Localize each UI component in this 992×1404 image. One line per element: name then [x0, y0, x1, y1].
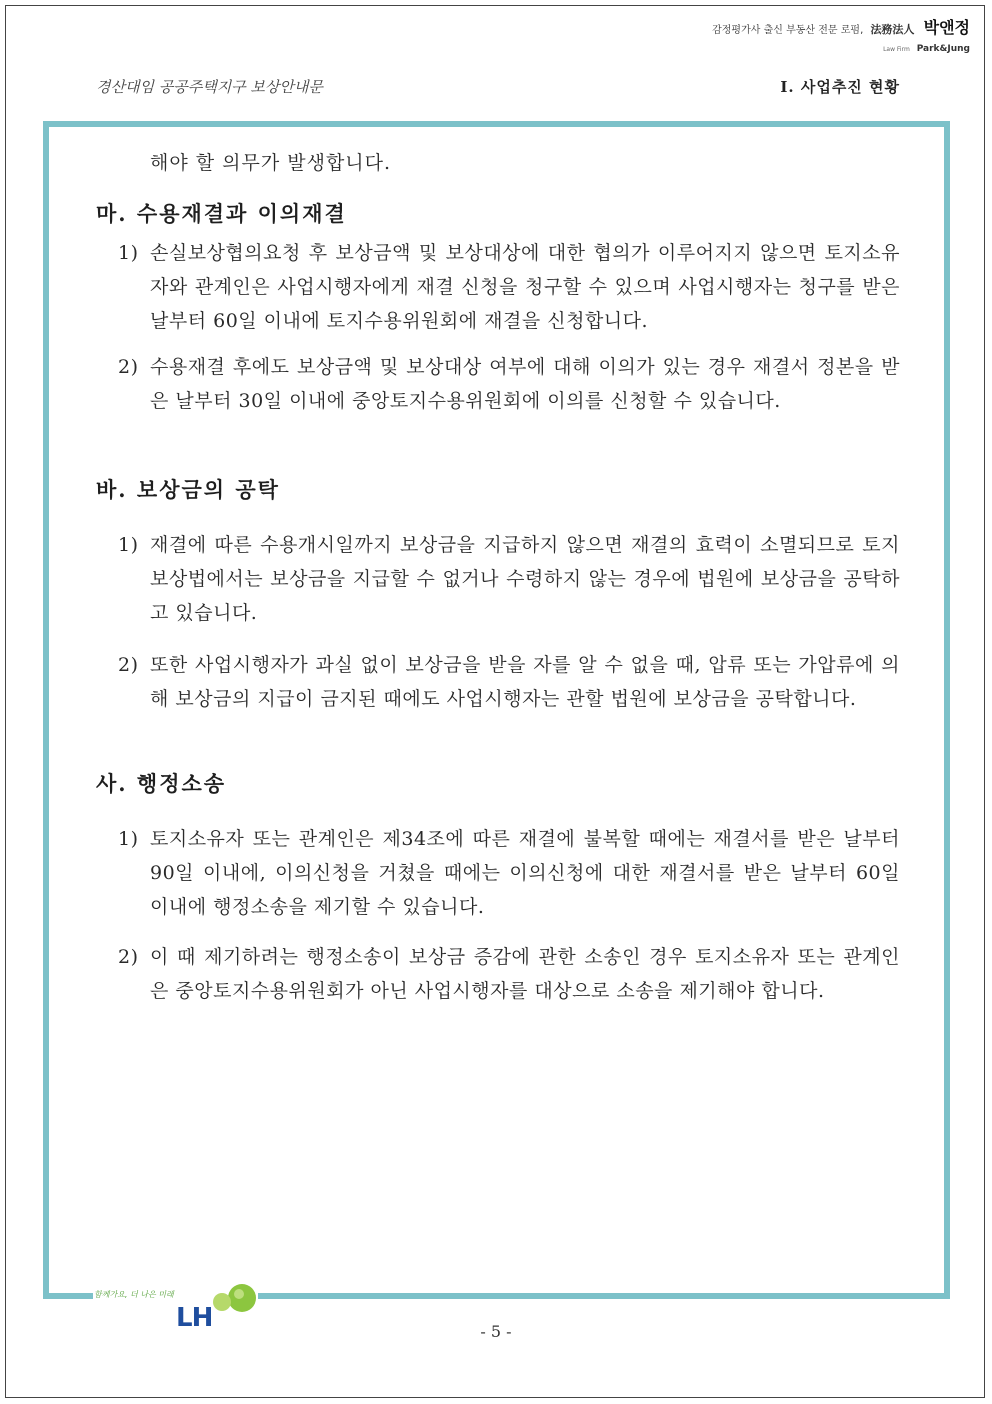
- list-item: [118, 822, 900, 924]
- item-text: 수용재결 후에도 보상금액 및 보상대상 여부에 대해 이의가 있는 경우 재결서 정본을 받은 날부터 30일 이내에 중앙토지수용위원회에 이의를 신청할 수 있습니다.: [150, 356, 900, 412]
- firm-law-firm-label: Law Firm: [883, 46, 910, 53]
- continued-text: 해야 할 의무가 발생합니다.: [150, 152, 392, 174]
- item-number: 1): [118, 828, 139, 850]
- item-number: 1): [118, 242, 139, 264]
- frame-bottom-right: [258, 1293, 950, 1299]
- lh-logo-text: LH: [176, 1303, 213, 1333]
- item-number: 2): [118, 654, 139, 676]
- item-number: 2): [118, 356, 139, 378]
- list-item: [118, 940, 900, 1008]
- item-text: 이 때 제기하려는 행정소송이 보상금 증감에 관한 소송인 경우 토지소유자 또는 관계인은 중앙토지수용위원회가 아닌 사업시행자를 대상으로 소송을 제기해야 합니다.: [150, 946, 900, 1002]
- firm-name-ko: 박앤정: [923, 18, 970, 37]
- item-number: 1): [118, 534, 139, 556]
- item-number: 2): [118, 946, 139, 968]
- chapter-title: Ⅰ. 사업추진 현황: [780, 78, 900, 96]
- slogan: 함께가요, 더 나은 미래: [94, 1290, 174, 1299]
- list-item: [118, 528, 900, 630]
- item-text: 또한 사업시행자가 과실 없이 보상금을 받을 자를 알 수 없을 때, 압류 또는 가압류에 의해 보상금의 지급이 금지된 때에도 사업시행자는 관할 법원에 보상금을 공탁합니다.: [150, 654, 900, 710]
- firm-name-en: Park&Jung: [916, 44, 970, 54]
- item-text: 토지소유자 또는 관계인은 제34조에 따른 재결에 불복할 때에는 재결서를 받은 날부터 90일 이내에, 이의신청을 거쳤을 때에는 이의신청에 대한 재결서를 받은 날부터 60일 이내에 행정소송을 제기할 수 있습니다.: [150, 828, 900, 918]
- logo-highlight: [234, 1289, 244, 1299]
- page-number: - 5 -: [480, 1322, 512, 1341]
- frame-bottom-left: [43, 1293, 93, 1299]
- logo-small-circle: [213, 1293, 231, 1311]
- item-text: 손실보상협의요청 후 보상금액 및 보상대상에 대한 협의가 이루어지지 않으면 토지소유자와 관계인은 사업시행자에게 재결 신청을 청구할 수 있으며 사업시행자는 청구를 받은 날부터 60일 이내에 토지수용위원회에 재결을 신청합니다.: [150, 242, 900, 332]
- document-title: 경산대임 공공주택지구 보상안내문: [96, 78, 323, 96]
- section-title: 마. 수용재결과 이의재결: [96, 201, 347, 226]
- section-title: 사. 행정소송: [96, 771, 227, 796]
- list-item: [118, 350, 900, 418]
- firm-hanja: 法務法人: [870, 23, 915, 36]
- list-item: [118, 236, 900, 338]
- law-firm-logo: [670, 18, 970, 60]
- list-item: [118, 648, 900, 716]
- item-text: 재결에 따른 수용개시일까지 보상금을 지급하지 않으면 재결의 효력이 소멸되므로 토지보상법에서는 보상금을 지급할 수 없거나 수령하지 않는 경우에 법원에 보상금을 공탁하고 있습니다.: [150, 534, 900, 624]
- section-title: 바. 보상금의 공탁: [96, 477, 280, 502]
- firm-tagline: 감정평가사 출신 부동산 전문 로펌,: [712, 25, 864, 36]
